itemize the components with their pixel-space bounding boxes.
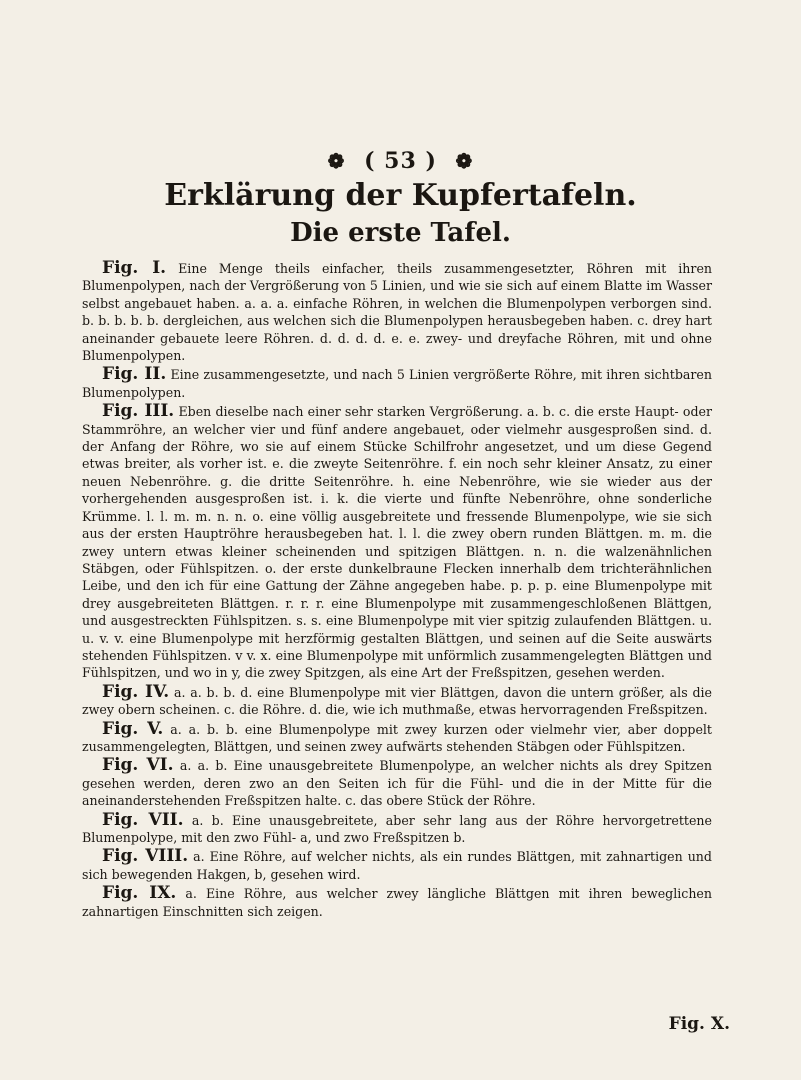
figure-label: Fig. I. <box>102 258 167 278</box>
plate-subtitle: Die erste Tafel. <box>290 218 511 248</box>
figure-text: a. Eine Röhre, aus welcher zwey längliche Blättgen mit ihren beweglichen zahnartigen Einschnitten sich zeigen. <box>82 886 712 919</box>
figure-entry <box>82 681 712 719</box>
figure-text: a. b. Eine unausgebreitete, aber sehr lang aus der Röhre hervorgetrettene Blumenpolype, mit den zwo Fühl- a, und zwo Freßspitzen b. <box>82 812 713 845</box>
figure-entry <box>82 809 713 847</box>
figure-entry <box>82 885 712 920</box>
figure-label: Fig. VI. <box>102 755 174 776</box>
figure-entry <box>82 366 712 401</box>
figure-label: Fig. IX. <box>102 883 177 904</box>
left-ornament-icon: ❁ <box>327 149 346 173</box>
figure-entry <box>82 403 712 682</box>
figure-text: a. a. b. Eine unausgebreitete Blumenpolype, an welcher nichts als drey Spitzen gesehen werden, deren zwo an den Seiten ich für die Fühl- und die in der Mitte für die aneinanderstehenden Freßspitzen halte. c. das obere Stück der Röhre. <box>82 758 712 809</box>
figure-entry <box>82 848 712 883</box>
figure-label: Fig. V. <box>102 718 164 739</box>
figure-label: Fig. VIII. <box>102 846 189 867</box>
figure-label: Fig. IV. <box>102 681 170 702</box>
right-ornament-icon: ❁ <box>455 149 474 173</box>
page-number: ( 53 ) <box>364 148 437 174</box>
figure-text: Eine Menge theils einfacher, theils zusammengesetzter, Röhren mit ihren Blumenpolypen, nach der Vergrößerung von 5 Linien, und wie sie sich auf einem Blatte im Wasser selbst angebauet haben. a. a. a. einfache Röhren, in welchen die Blumenpolypen verborgen sind. b. b. b. b. b. dergleichen, aus welchen sich die Blumenpolypen herausbegeben haben. c. drey hart aneinander gebauete leere Röhren. d. d. d. d. e. e. zwey- und dreyfache Röhren, mit und ohne Blumenpolypen. <box>82 261 713 364</box>
catchword: Fig. X. <box>668 1014 730 1034</box>
figure-entry <box>82 718 712 756</box>
figure-text: Eine zusammengesetzte, und nach 5 Linien vergrößerte Röhre, mit ihren sichtbaren Blumenpolypen. <box>82 367 712 400</box>
figure-entry <box>82 757 712 809</box>
figure-text: a. a. b. b. eine Blumenpolype mit zwey kurzen oder vielmehr vier, aber doppelt zusammengelegten, Blättgen, und seinen zwey aufwärts stehenden Stäbgen oder Fühlspitzen. <box>82 721 712 754</box>
page-title: Erklärung der Kupfertafeln. <box>164 178 637 213</box>
figure-entry <box>82 260 712 364</box>
figure-label: Fig. III. <box>102 401 175 422</box>
figure-text: a. Eine Röhre, auf welcher nichts, als ein rundes Blättgen, mit zahnartigen und sich bewegenden Hakgen, b, gesehen wird. <box>82 849 712 882</box>
figure-label: Fig. VII. <box>102 809 184 830</box>
figure-text: Eben dieselbe nach einer sehr starken Vergrößerung. a. b. c. die erste Haupt- oder Stammröhre, an welcher vier und fünf andere angebauet, oder vielmehr ausgesproßen sind. d. der Anfang der Röhre, wo sie auf einem Stücke Schilfrohr angesetzet, und um diese Gegend etwas breiter, als vorher ist. e. die zweyte Seitenröhre. f. ein noch sehr kleiner Ansatz, zu einer neuen Nebenröhre. g. die dritte Seitenröhre. h. eine Nebenröhre, wie sie wieder aus der vorhergehenden ausgesproßen ist. i. k. die vierte und fünfte Nebenröhre, ohne sonderliche Krümme. l. l. m. m. n. n. o. eine völlig ausgebreitete und fressende Blumenpolype, wie sie sich aus der ersten Hauptröhre herausbegeben hat. l. l. die zwey obern runden Blättgen. m. m. die zwey untern etwas kleiner scheinenden und spitzigen Blättgen. n. n. die walzenähnlichen Stäbgen, oder Fühlspitzen. o. der erste dunkelbraune Flecken innerhalb dem trichterähnlichen Leibe, und den ich für eine Gattung der Zähne angegeben habe. p. p. p. eine Blumenpolype mit drey ausgebreiteten Blättgen. r. r. r. eine Blumenpolype mit zusammengeschloßenen Blättgen, und ausgestreckten Fühlspitzen. s. s. eine Blumenpolype mit vier spitzig zulaufenden Blättgen. u. u. v. v. eine Blumenpolype mit herzförmig gestalten Blättgen, und seinen auf die Seite auswärts stehenden Fühlspitzen. v v. x. eine Blumenpolype mit unförmlich zusammengelegten Blättgen und Fühlspitzen, und wo in y, die zwey Spitzgen, als eine Art der Freßspitzen, gesehen werden. <box>82 404 712 681</box>
figure-text: a. a. b. b. d. eine Blumenpolype mit vier Blättgen, davon die untern größer, als die zwey obern scheinen. c. die Röhre. d. die, wie ich muthmaße, etwas hervorragenden Freßspitzen. <box>82 684 712 718</box>
page-header <box>0 148 801 174</box>
figure-descriptions <box>82 260 712 922</box>
figure-label: Fig. II. <box>102 364 167 385</box>
